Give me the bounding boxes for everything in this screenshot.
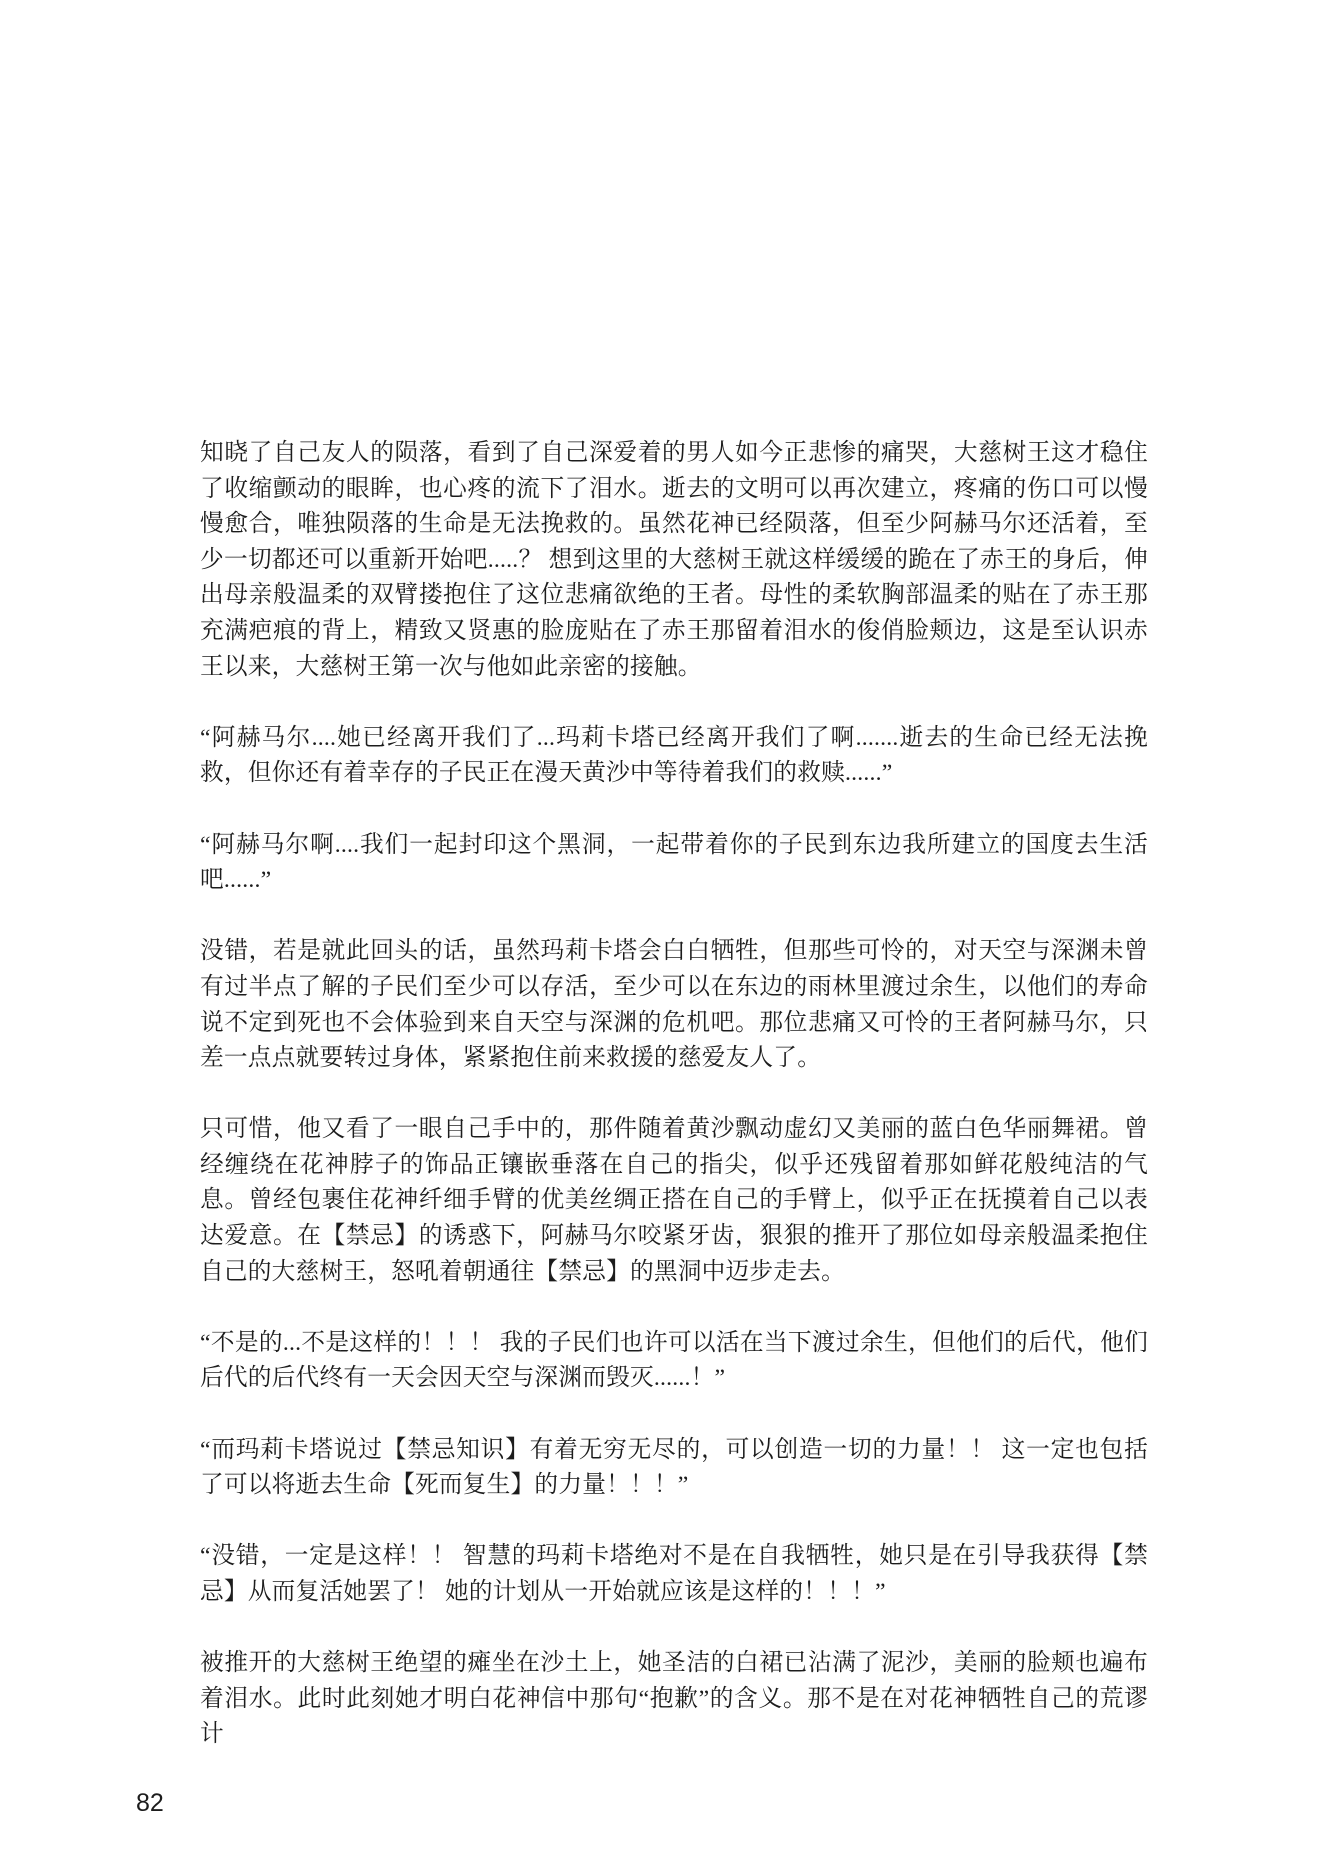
paragraph-7-dialogue: “而玛莉卡塔说过【禁忌知识】有着无穷无尽的，可以创造一切的力量！！ 这一定也包括了可以将逝去生命【死而复生】的力量！！！” [200,1436,1148,1499]
paragraph-3-dialogue: “阿赫马尔啊....我们一起封印这个黑洞，一起带着你的子民到东边我所建立的国度去生活吧......” [200,831,1148,894]
paragraph-8-dialogue: “没错，一定是这样！！ 智慧的玛莉卡塔绝对不是在自我牺牲，她只是在引导我获得【禁忌】从而复活她罢了！ 她的计划从一开始就应该是这样的！！！” [200,1543,1148,1605]
story-text-block [200,436,1148,1753]
page-number: 82 [136,1789,164,1817]
paragraph-6-dialogue: “不是的...不是这样的！！！ 我的子民们也许可以活在当下渡过余生，但他们的后代，他们后代的后代终有一天会因天空与深渊而毁灭......！” [200,1329,1148,1392]
paragraph-5: 只可惜，他又看了一眼自己手中的，那件随着黄沙飘动虚幻又美丽的蓝白色华丽舞裙。曾经缠绕在花神脖子的饰品正镶嵌垂落在自己的指尖，似乎还残留着那如鲜花般纯洁的气息。曾经包裹住花神纤细手臂的优美丝绸正搭在自己的手臂上，似乎正在抚摸着自己以表达爱意。在【禁忌】的诱惑下，阿赫马尔咬紧牙齿，狠狠的推开了那位如母亲般温柔抱住自己的大慈树王，怒吼着朝通往【禁忌】的黑洞中迈步走去。 [200,1116,1148,1285]
paragraph-9: 被推开的大慈树王绝望的瘫坐在沙土上，她圣洁的白裙已沾满了泥沙，美丽的脸颊也遍布着泪水。此时此刻她才明白花神信中那句“抱歉”的含义。那不是在对花神牺牲自己的荒谬计 [200,1650,1148,1748]
paragraph-1: 知晓了自己友人的陨落，看到了自己深爱着的男人如今正悲惨的痛哭，大慈树王这才稳住了收缩颤动的眼眸，也心疼的流下了泪水。逝去的文明可以再次建立，疼痛的伤口可以慢慢愈合，唯独陨落的生命是无法挽救的。虽然花神已经陨落，但至少阿赫马尔还活着，至少一切都还可以重新开始吧.....？ 想到这里的大慈树王就这样缓缓的跪在了赤王的身后，伸出母亲般温柔的双臂搂抱住了这位悲痛欲绝的王者。母性的柔软胸部温柔的贴在了赤王那充满疤痕的背上，精致又贤惠的脸庞贴在了赤王那留着泪水的俊俏脸颊边，这是至认识赤王以来，大慈树王第一次与他如此亲密的接触。 [200,440,1148,680]
paragraph-2-dialogue: “阿赫马尔....她已经离开我们了...玛莉卡塔已经离开我们了啊.......逝去的生命已经无法挽救，但你还有着幸存的子民正在漫天黄沙中等待着我们的救赎......” [200,724,1148,787]
paragraph-4: 没错，若是就此回头的话，虽然玛莉卡塔会白白牺牲，但那些可怜的，对天空与深渊未曾有过半点了解的子民们至少可以存活，至少可以在东边的雨林里渡过余生，以他们的寿命说不定到死也不会体验到来自天空与深渊的危机吧。那位悲痛又可怜的王者阿赫马尔，只差一点点就要转过身体，紧紧抱住前来救援的慈爱友人了。 [200,938,1148,1072]
